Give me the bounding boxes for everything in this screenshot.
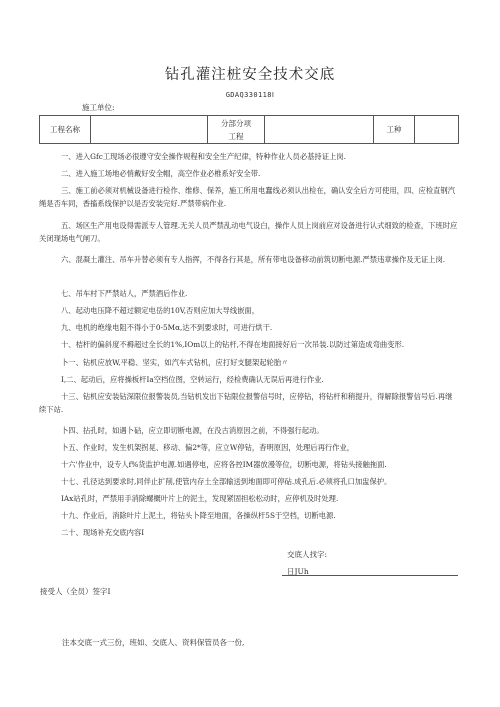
- construction-unit-label: 施工单位:: [82, 103, 115, 112]
- project-info-table: [39, 115, 459, 144]
- item-3: 三、施工前必须对机械设备进行检作、维修、保养，施工所用电蠢线必须认出检在，确认安全后方可使用，四、应检直钢汽绳是否车同，香搐系线保护以是否安装完好.严禁带病作业.: [39, 186, 456, 208]
- trade-label: 工种: [374, 116, 415, 144]
- item-12: I,二、起动后，应将操板杆Ia空档位图，空转运行，经检费确认无误后再进行作业.: [61, 375, 324, 384]
- item-7: 七、吊车村下严禁站人，严禁酒后作业.: [61, 289, 188, 298]
- item-1: 一、进入Gfc工现场必很遵守安全操作规程和安全生产纪律，特种作业人员必基持证上岗.: [61, 152, 346, 161]
- item-11: 卜一、钻机应放W,平稳、坚实，如汽车式钻机，应打好支腿架起轮胎〃: [61, 358, 289, 367]
- item-2: 二、进入施工场地必悄戴好安全帽，高空作业必椎系好安全带.: [61, 169, 261, 178]
- item-15: 卜五、作业时，发生机架拐晃、移动、偏2*等，应立W停钻，杳明原因，处理后再行作业，: [61, 443, 355, 452]
- subdivision-value[interactable]: [265, 116, 374, 144]
- project-name-label: 工程名称: [40, 116, 91, 144]
- document-title: 钻孔灌注桩安全技术交底: [164, 67, 336, 83]
- item-17: 十七、孔径达到要求时,同伴止扩削,使管内存土全部输送到地面即可停砧.成孔后.必须将孔口加盅保护。: [61, 477, 392, 486]
- subdivision-label-line2: 工程: [228, 131, 244, 141]
- subdivision-label-line1: 分部分项: [221, 118, 251, 128]
- item-8: 八、起动电压降不超过额定电岳的10V,否则应加大导线嵌面，: [61, 306, 260, 315]
- item-18: IAx站孔时，严禁用手消除螺概叶片上的泥土，发现紧固担松松动时，应停机及时处理.: [61, 494, 339, 503]
- item-14: 卜四、拈孔时，如遇卜砧，应立即切断电源，在没古消原因之前，不得强行起动。: [61, 426, 324, 435]
- item-16: 十六'作业中，设专人f%货监护电源.如遇停电，应将各控IM器放漫等位，切断电源，将钻头接触拖面.: [61, 460, 387, 469]
- item-5: 五、场区生产用电设得需派专人管理.无关人员严禁乱动电气设白，操作人员上岗前应对设备进行认式细致的检查，下班时应关闭现场电气闸刀。: [39, 221, 458, 243]
- trade-value[interactable]: [415, 116, 459, 144]
- item-20: 二十、现场补充交底内容I: [61, 528, 145, 537]
- item-6: 六、混凝土灌注、吊车升替必须有专人指挥，不得各行其是，所有带电设备移动前筑切断电源.严禁违章操作及无证上岗.: [61, 255, 446, 264]
- item-9: 九、电机的绝缘电阻不得小于0-5Mα,达不到要求时，可进行烘干.: [61, 323, 273, 332]
- subdivision-label: [208, 116, 265, 144]
- briefer-signature-label: 交底人找字:: [287, 550, 328, 559]
- document-number: GDAQ330118Ⅰ: [225, 91, 275, 99]
- item-10: 十、桔杆的偏斜度不褥超过全长的1%,IOm以上的钻杆,不得在地面接好后一次吊装.以防过第造成弯曲变形.: [61, 340, 405, 349]
- recipients-signature-label: 接受人（全员）签字I: [40, 587, 111, 596]
- item-13: 十三、钻机应安装钻深限位报警装员,当钻机发出下钻限位报警信号时，应停钻，将钻杆和稍提升，得解除报警信号后.再继续下站.: [39, 392, 453, 414]
- project-name-value[interactable]: [91, 116, 208, 144]
- date-label: 日JUh: [287, 567, 309, 576]
- date-underline: [282, 575, 458, 576]
- item-19: 十九、作业后，消除叶片上泥土，将钻头卜降至地面，各操纵杆5S于空档，切断电源.: [61, 511, 336, 520]
- distribution-note: 注本交底一式三份，班如、交底人、资料保管员各一份,: [62, 638, 245, 647]
